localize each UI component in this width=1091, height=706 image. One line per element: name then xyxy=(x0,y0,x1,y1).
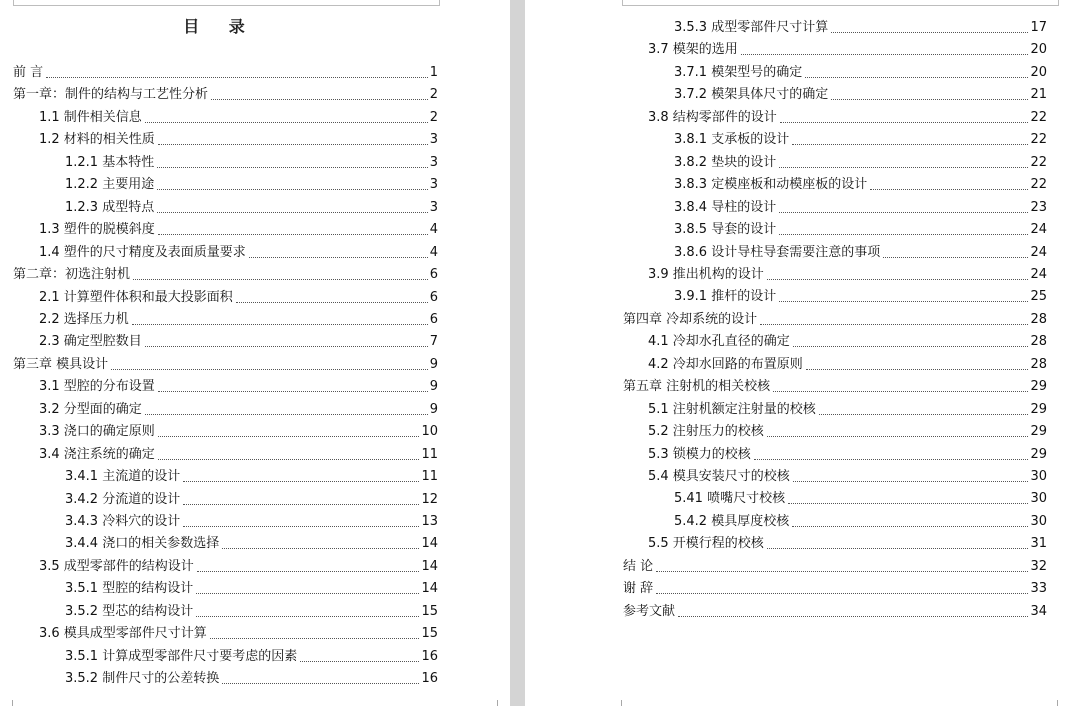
left-page xyxy=(0,0,510,706)
toc-page-number: 2 xyxy=(429,109,438,125)
toc-dot-leader xyxy=(793,480,1029,482)
toc-entry-label: 3.4.2 分流道的设计 xyxy=(65,491,181,507)
toc-page-number: 9 xyxy=(429,379,438,395)
toc-dot-leader xyxy=(773,390,1028,392)
toc-entry-label: 1.3 塑件的脱模斜度 xyxy=(39,222,155,238)
toc-entry[interactable] xyxy=(648,443,1047,463)
toc-dot-leader xyxy=(183,525,419,527)
toc-entry[interactable] xyxy=(65,577,438,597)
toc-entry-label: 3.4.4 浇口的相关参数选择 xyxy=(65,536,220,552)
toc-dot-leader xyxy=(157,188,428,190)
toc-entry[interactable] xyxy=(39,443,438,463)
toc-page-number: 29 xyxy=(1030,424,1047,440)
toc-entry[interactable] xyxy=(623,375,1047,395)
toc-entry[interactable] xyxy=(39,286,438,306)
toc-entry-label: 2.2 选择压力机 xyxy=(39,311,129,327)
toc-entry-label: 3.7.2 模架具体尺寸的确定 xyxy=(674,87,829,103)
toc-entry[interactable] xyxy=(623,308,1047,328)
toc-entry[interactable] xyxy=(65,645,438,665)
toc-entry-label: 5.3 锁模力的校核 xyxy=(648,446,751,462)
toc-dot-leader xyxy=(196,592,419,594)
toc-entry-label: 第四章 冷却系统的设计 xyxy=(623,311,758,327)
toc-page-number: 28 xyxy=(1030,311,1047,327)
toc-page-number: 3 xyxy=(429,199,438,215)
toc-entry-label: 3.5.3 成型零部件尺寸计算 xyxy=(674,20,829,35)
toc-dot-leader xyxy=(158,435,420,437)
toc-entry-label: 谢 辞 xyxy=(623,581,654,597)
toc-entry-label: 3.4.3 冷料穴的设计 xyxy=(65,514,181,529)
toc-dot-leader xyxy=(222,547,419,549)
toc-dot-leader xyxy=(767,435,1029,437)
toc-entry[interactable] xyxy=(648,398,1047,418)
toc-entry[interactable] xyxy=(13,263,438,283)
toc-entry[interactable] xyxy=(648,353,1047,373)
toc-dot-leader xyxy=(111,368,428,370)
toc-dot-leader xyxy=(780,121,1029,123)
toc-entry[interactable] xyxy=(674,196,1047,216)
toc-page-number: 11 xyxy=(421,469,438,485)
toc-dot-leader xyxy=(788,502,1028,504)
toc-entry[interactable] xyxy=(674,128,1047,148)
page-gap xyxy=(510,0,525,706)
toc-page-number: 6 xyxy=(429,289,438,305)
toc-entry[interactable] xyxy=(65,488,438,508)
toc-entry-label: 2.3 确定型腔数目 xyxy=(39,334,142,350)
toc-entry[interactable] xyxy=(674,285,1047,305)
toc-dot-leader xyxy=(883,256,1028,258)
toc-dot-leader xyxy=(183,480,419,482)
toc-entry[interactable] xyxy=(674,16,1047,36)
toc-entry-label: 3.5.2 制件尺寸的公差转换 xyxy=(65,671,220,687)
toc-entry-label: 3.8.4 导柱的设计 xyxy=(674,199,777,215)
toc-dot-leader xyxy=(767,278,1029,280)
toc-entry-label: 3.2 分型面的确定 xyxy=(39,401,142,417)
toc-page-number: 13 xyxy=(421,514,438,529)
toc-entry-label: 3.8.5 导套的设计 xyxy=(674,222,777,238)
toc-entry-label: 3.5.1 型腔的结构设计 xyxy=(65,581,194,597)
toc-entry[interactable] xyxy=(674,61,1047,81)
toc-page-number: 14 xyxy=(421,581,438,597)
toc-page-number: 32 xyxy=(1030,558,1047,574)
toc-dot-leader xyxy=(211,98,428,100)
toc-page-number: 15 xyxy=(421,626,438,642)
toc-entry-label: 1.1 制件相关信息 xyxy=(39,109,142,125)
toc-entry[interactable] xyxy=(623,577,1047,597)
toc-dot-leader xyxy=(145,345,428,347)
toc-dot-leader xyxy=(222,682,419,684)
toc-entry[interactable] xyxy=(648,38,1047,58)
toc-dot-leader xyxy=(819,413,1029,415)
toc-entry[interactable] xyxy=(39,128,438,148)
toc-entry[interactable] xyxy=(65,532,438,552)
toc-page-number: 33 xyxy=(1030,581,1047,597)
toc-entry[interactable] xyxy=(674,151,1047,171)
toc-dot-leader xyxy=(158,233,428,235)
toc-page-number: 20 xyxy=(1030,64,1047,80)
toc-page-number: 20 xyxy=(1030,42,1047,58)
toc-dot-leader xyxy=(831,31,1028,33)
toc-dot-leader xyxy=(145,413,428,415)
toc-page-number: 29 xyxy=(1030,379,1047,395)
toc-entry[interactable] xyxy=(674,83,1047,103)
toc-dot-leader xyxy=(158,390,428,392)
toc-entry-label: 3.8.6 设计导柱导套需要注意的事项 xyxy=(674,244,881,260)
toc-entry[interactable] xyxy=(623,555,1047,575)
toc-entry[interactable] xyxy=(39,420,438,440)
toc-page-number: 30 xyxy=(1030,469,1047,484)
toc-entry[interactable] xyxy=(13,353,438,373)
toc-entry-label: 3.6 模具成型零部件尺寸计算 xyxy=(39,626,207,642)
toc-page-number: 7 xyxy=(429,334,438,350)
toc-entry[interactable] xyxy=(65,510,438,530)
toc-entry[interactable] xyxy=(39,218,438,238)
toc-dot-leader xyxy=(158,458,420,460)
toc-entry[interactable] xyxy=(648,420,1047,440)
toc-entry[interactable] xyxy=(674,241,1047,261)
toc-entry-label: 5.4 模具安装尺寸的校核 xyxy=(648,469,790,484)
page-corner-mark xyxy=(497,700,510,706)
toc-entry-label: 1.2.1 基本特性 xyxy=(65,154,155,170)
toc-dot-leader xyxy=(145,121,428,123)
toc-dot-leader xyxy=(779,211,1028,213)
toc-entry-label: 5.41 喷嘴尺寸校核 xyxy=(674,491,786,507)
toc-dot-leader xyxy=(300,660,419,662)
toc-dot-leader xyxy=(197,570,420,572)
toc-page-number: 22 xyxy=(1030,177,1047,193)
toc-entry-label: 3.7 模架的选用 xyxy=(648,42,738,58)
toc-entry[interactable] xyxy=(674,218,1047,238)
toc-dot-leader xyxy=(157,166,428,168)
toc-entry-label: 3.4 浇注系统的确定 xyxy=(39,446,155,462)
toc-dot-leader xyxy=(210,637,420,639)
toc-entry-label: 第五章 注射机的相关校核 xyxy=(623,379,771,395)
page-corner-mark xyxy=(1057,700,1070,706)
toc-entry-label: 3.8.2 垫块的设计 xyxy=(674,154,777,170)
toc-entry[interactable] xyxy=(39,330,438,350)
toc-entry-label: 第二章：初选注射机 xyxy=(13,267,131,283)
toc-entry[interactable] xyxy=(65,151,438,171)
toc-page-number: 24 xyxy=(1030,244,1047,260)
toc-page-number: 6 xyxy=(429,311,438,327)
toc-entry-label: 3.5 成型零部件的结构设计 xyxy=(39,558,194,574)
toc-dot-leader xyxy=(678,615,1028,617)
toc-dot-leader xyxy=(133,278,428,280)
toc-page-number: 21 xyxy=(1030,87,1047,103)
toc-entry-label: 3.9.1 推杆的设计 xyxy=(674,289,777,305)
toc-dot-leader xyxy=(46,76,428,78)
toc-page-number: 22 xyxy=(1030,132,1047,148)
toc-entry[interactable] xyxy=(674,173,1047,193)
toc-dot-leader xyxy=(792,143,1028,145)
toc-dot-leader xyxy=(793,345,1029,347)
toc-entry-label: 3.5.2 型芯的结构设计 xyxy=(65,603,194,619)
toc-entry[interactable] xyxy=(39,308,438,328)
toc-page-number: 4 xyxy=(429,244,438,260)
right-page xyxy=(525,0,1091,706)
toc-entry-label: 3.1 型腔的分布设置 xyxy=(39,379,155,395)
toc-page-number: 34 xyxy=(1030,603,1047,619)
toc-entry-label: 5.2 注射压力的校核 xyxy=(648,424,764,440)
toc-dot-leader xyxy=(831,98,1028,100)
toc-entry-label: 5.1 注射机额定注射量的校核 xyxy=(648,401,816,417)
toc-page-number: 3 xyxy=(429,132,438,148)
toc-entry-label: 第三章 模具设计 xyxy=(13,356,109,372)
toc-entry[interactable] xyxy=(65,173,438,193)
toc-page-number: 17 xyxy=(1030,20,1047,35)
toc-title: 目 录 xyxy=(183,17,257,36)
toc-dot-leader xyxy=(132,323,428,325)
toc-page-number: 14 xyxy=(421,558,438,574)
toc-page-number: 30 xyxy=(1030,491,1047,507)
toc-page-number: 30 xyxy=(1030,513,1047,529)
toc-page-number: 10 xyxy=(421,424,438,440)
toc-page-number: 22 xyxy=(1030,109,1047,125)
toc-page-number: 28 xyxy=(1030,356,1047,372)
toc-entry-label: 1.2.2 主要用途 xyxy=(65,177,155,193)
toc-entry[interactable] xyxy=(13,83,438,103)
toc-entry-label: 2.1 计算塑件体积和最大投影面积 xyxy=(39,289,233,305)
toc-entry[interactable] xyxy=(648,465,1047,485)
toc-dot-leader xyxy=(741,53,1029,55)
toc-page-number: 4 xyxy=(429,222,438,238)
toc-entry[interactable] xyxy=(39,106,438,126)
toc-entry-label: 3.8 结构零部件的设计 xyxy=(648,109,777,125)
toc-entry[interactable] xyxy=(39,398,438,418)
toc-entry-label: 1.4 塑件的尺寸精度及表面质量要求 xyxy=(39,244,246,260)
toc-entry[interactable] xyxy=(13,61,438,81)
toc-entry[interactable] xyxy=(648,532,1047,552)
toc-page-number: 28 xyxy=(1030,334,1047,350)
page-top-rule xyxy=(13,0,440,6)
page-corner-mark xyxy=(0,700,13,706)
toc-entry-label: 第一章：制件的结构与工艺性分析 xyxy=(13,87,209,103)
toc-page-number: 6 xyxy=(429,267,438,283)
toc-entry-label: 5.5 开模行程的校核 xyxy=(648,536,764,552)
toc-dot-leader xyxy=(196,615,419,617)
toc-dot-leader xyxy=(656,570,1028,572)
toc-entry-label: 3.3 浇口的确定原则 xyxy=(39,424,155,440)
toc-dot-leader xyxy=(767,547,1029,549)
toc-dot-leader xyxy=(779,166,1028,168)
toc-page-number: 23 xyxy=(1030,199,1047,215)
toc-entry-label: 1.2.3 成型特点 xyxy=(65,199,155,215)
toc-page-number: 3 xyxy=(429,154,438,170)
toc-entry-label: 1.2 材料的相关性质 xyxy=(39,132,155,148)
toc-entry-label: 3.5.1 计算成型零部件尺寸要考虑的因素 xyxy=(65,648,298,664)
toc-page-number: 31 xyxy=(1030,536,1047,552)
toc-entry-label: 结 论 xyxy=(623,558,654,574)
toc-page-number: 11 xyxy=(421,446,438,462)
toc-entry[interactable] xyxy=(648,106,1047,126)
toc-entry[interactable] xyxy=(39,622,438,642)
toc-entry[interactable] xyxy=(65,196,438,216)
toc-dot-leader xyxy=(792,525,1028,527)
toc-dot-leader xyxy=(760,323,1028,325)
toc-entry[interactable] xyxy=(674,510,1047,530)
toc-entry-label: 前 言 xyxy=(13,65,44,80)
toc-entry-label: 4.2 冷却水回路的布置原则 xyxy=(648,356,803,372)
toc-page-number: 24 xyxy=(1030,266,1047,282)
toc-entry[interactable] xyxy=(39,375,438,395)
toc-page-number: 15 xyxy=(421,603,438,619)
toc-entry[interactable] xyxy=(65,667,438,687)
toc-dot-leader xyxy=(157,211,428,213)
toc-entry-label: 3.9 推出机构的设计 xyxy=(648,266,764,282)
toc-page-number: 2 xyxy=(429,87,438,103)
toc-entry-label: 3.8.1 支承板的设计 xyxy=(674,132,790,148)
toc-dot-leader xyxy=(779,300,1028,302)
toc-dot-leader xyxy=(805,76,1028,78)
toc-entry-label: 3.7.1 模架型号的确定 xyxy=(674,64,803,80)
page-corner-mark xyxy=(609,700,622,706)
toc-entry-label: 3.8.3 定模座板和动模座板的设计 xyxy=(674,177,868,193)
toc-entry[interactable] xyxy=(674,487,1047,507)
toc-dot-leader xyxy=(183,503,419,505)
toc-entry[interactable] xyxy=(65,600,438,620)
toc-page-number: 25 xyxy=(1030,289,1047,305)
page-top-rule xyxy=(622,0,1059,6)
toc-page-number: 14 xyxy=(421,536,438,552)
toc-dot-leader xyxy=(236,301,428,303)
toc-page-number: 1 xyxy=(429,65,438,80)
toc-entry-label: 参考文献 xyxy=(623,603,676,619)
toc-page-number: 9 xyxy=(429,356,438,372)
toc-dot-leader xyxy=(754,458,1029,460)
toc-entry[interactable] xyxy=(648,263,1047,283)
toc-page-number: 29 xyxy=(1030,446,1047,462)
toc-page-number: 12 xyxy=(421,491,438,507)
toc-page-number: 24 xyxy=(1030,222,1047,238)
toc-page-number: 22 xyxy=(1030,154,1047,170)
toc-entry-label: 3.4.1 主流道的设计 xyxy=(65,469,181,485)
toc-page-number: 16 xyxy=(421,671,438,687)
toc-entry-label: 4.1 冷却水孔直径的确定 xyxy=(648,334,790,350)
toc-entry[interactable] xyxy=(648,330,1047,350)
toc-dot-leader xyxy=(870,188,1028,190)
toc-dot-leader xyxy=(779,233,1028,235)
toc-entry[interactable] xyxy=(39,555,438,575)
toc-dot-leader xyxy=(158,143,428,145)
toc-page-number: 16 xyxy=(421,648,438,664)
toc-dot-leader xyxy=(656,592,1028,594)
toc-page-number: 9 xyxy=(429,401,438,417)
toc-entry[interactable] xyxy=(65,465,438,485)
toc-dot-leader xyxy=(249,256,428,258)
toc-entry[interactable] xyxy=(623,600,1047,620)
toc-entry[interactable] xyxy=(39,241,438,261)
toc-page-number: 3 xyxy=(429,177,438,193)
toc-page-number: 29 xyxy=(1030,401,1047,417)
toc-dot-leader xyxy=(806,368,1029,370)
toc-entry-label: 5.4.2 模具厚度校核 xyxy=(674,513,790,529)
